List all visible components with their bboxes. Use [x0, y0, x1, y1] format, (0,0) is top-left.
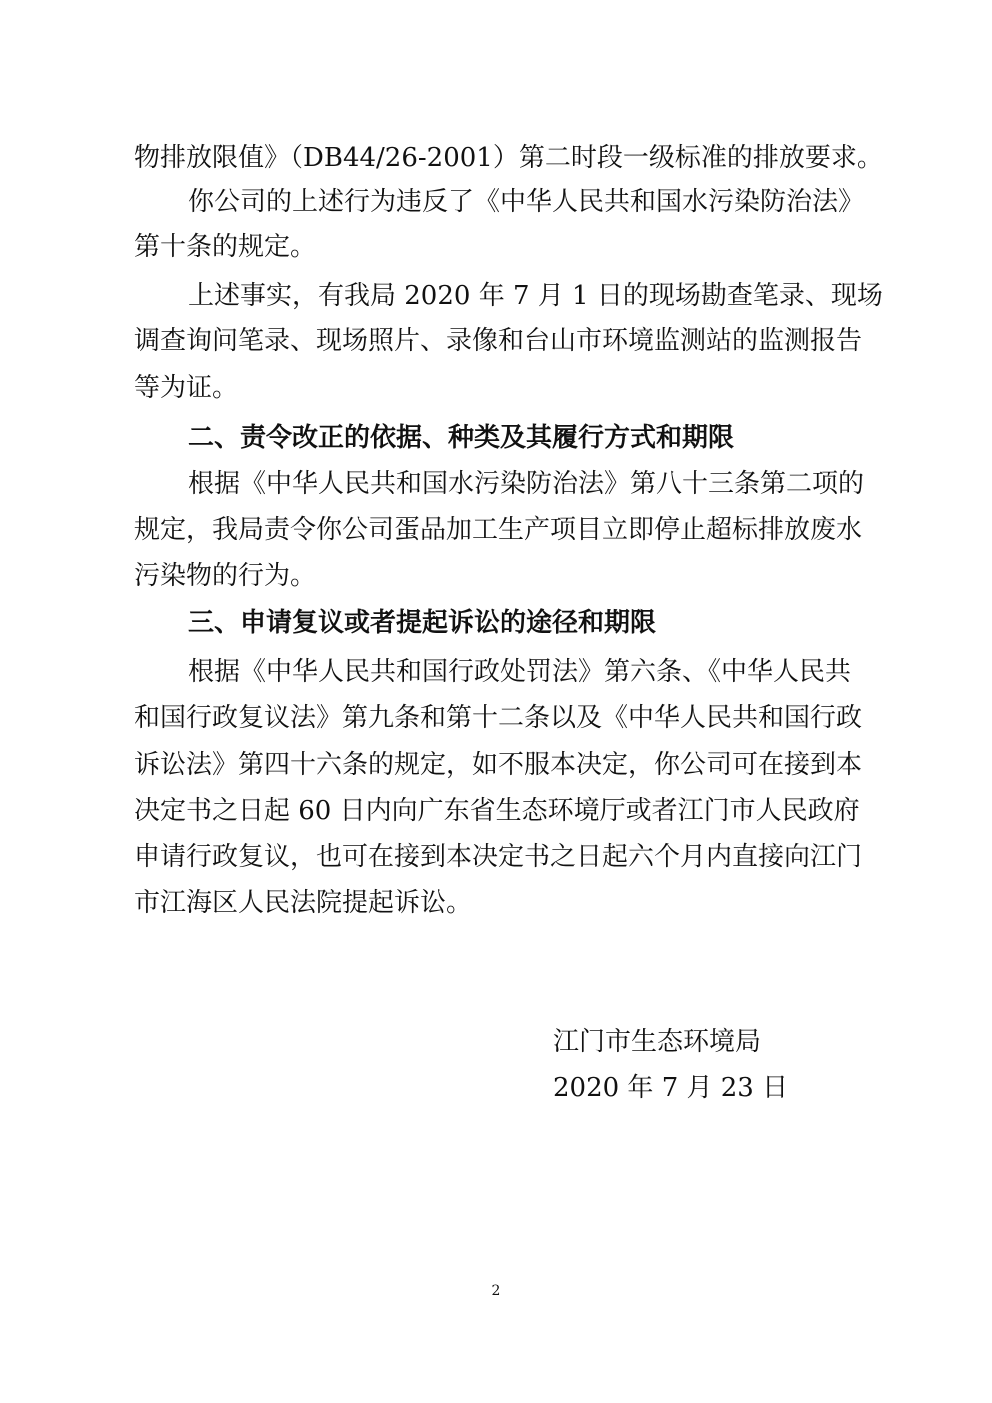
paragraph-line: 规定，我局责令你公司蛋品加工生产项目立即停止超标排放废水: [134, 515, 863, 545]
paragraph-line: 根据《中华人民共和国水污染防治法》第八十三条第二项的: [188, 469, 865, 499]
paragraph-line: 你公司的上述行为违反了《中华人民共和国水污染防治法》: [188, 187, 865, 217]
paragraph-line: 申请行政复议，也可在接到本决定书之日起六个月内直接向江门: [134, 842, 863, 872]
paragraph-line: 上述事实，有我局 2020 年 7 月 1 日的现场勘查笔录、现场: [188, 281, 883, 311]
paragraph-line: 第十条的规定。: [134, 232, 317, 262]
paragraph-line: 市江海区人民法院提起诉讼。: [134, 888, 473, 918]
paragraph-line: 污染物的行为。: [134, 561, 317, 591]
signature-organization: 江门市生态环境局: [553, 1027, 762, 1057]
paragraph-line: 根据《中华人民共和国行政处罚法》第六条、《中华人民共: [188, 657, 852, 687]
page-number: 2: [491, 1283, 501, 1299]
signature-date: 2020 年 7 月 23 日: [553, 1073, 789, 1103]
section-heading-3: 三、申请复议或者提起诉讼的途径和期限: [188, 608, 657, 638]
paragraph-line: 和国行政复议法》第九条和第十二条以及《中华人民共和国行政: [134, 703, 863, 733]
section-heading-2: 二、责令改正的依据、种类及其履行方式和期限: [188, 423, 735, 453]
paragraph-line: 物排放限值》（DB44/26-2001）第二时段一级标准的排放要求。: [134, 143, 883, 173]
paragraph-line: 决定书之日起 60 日内向广东省生态环境厅或者江门市人民政府: [134, 796, 860, 826]
paragraph-line: 调查询问笔录、现场照片、录像和台山市环境监测站的监测报告: [134, 326, 863, 356]
paragraph-line: 等为证。: [134, 373, 239, 403]
paragraph-line: 诉讼法》第四十六条的规定，如不服本决定，你公司可在接到本: [134, 750, 863, 780]
